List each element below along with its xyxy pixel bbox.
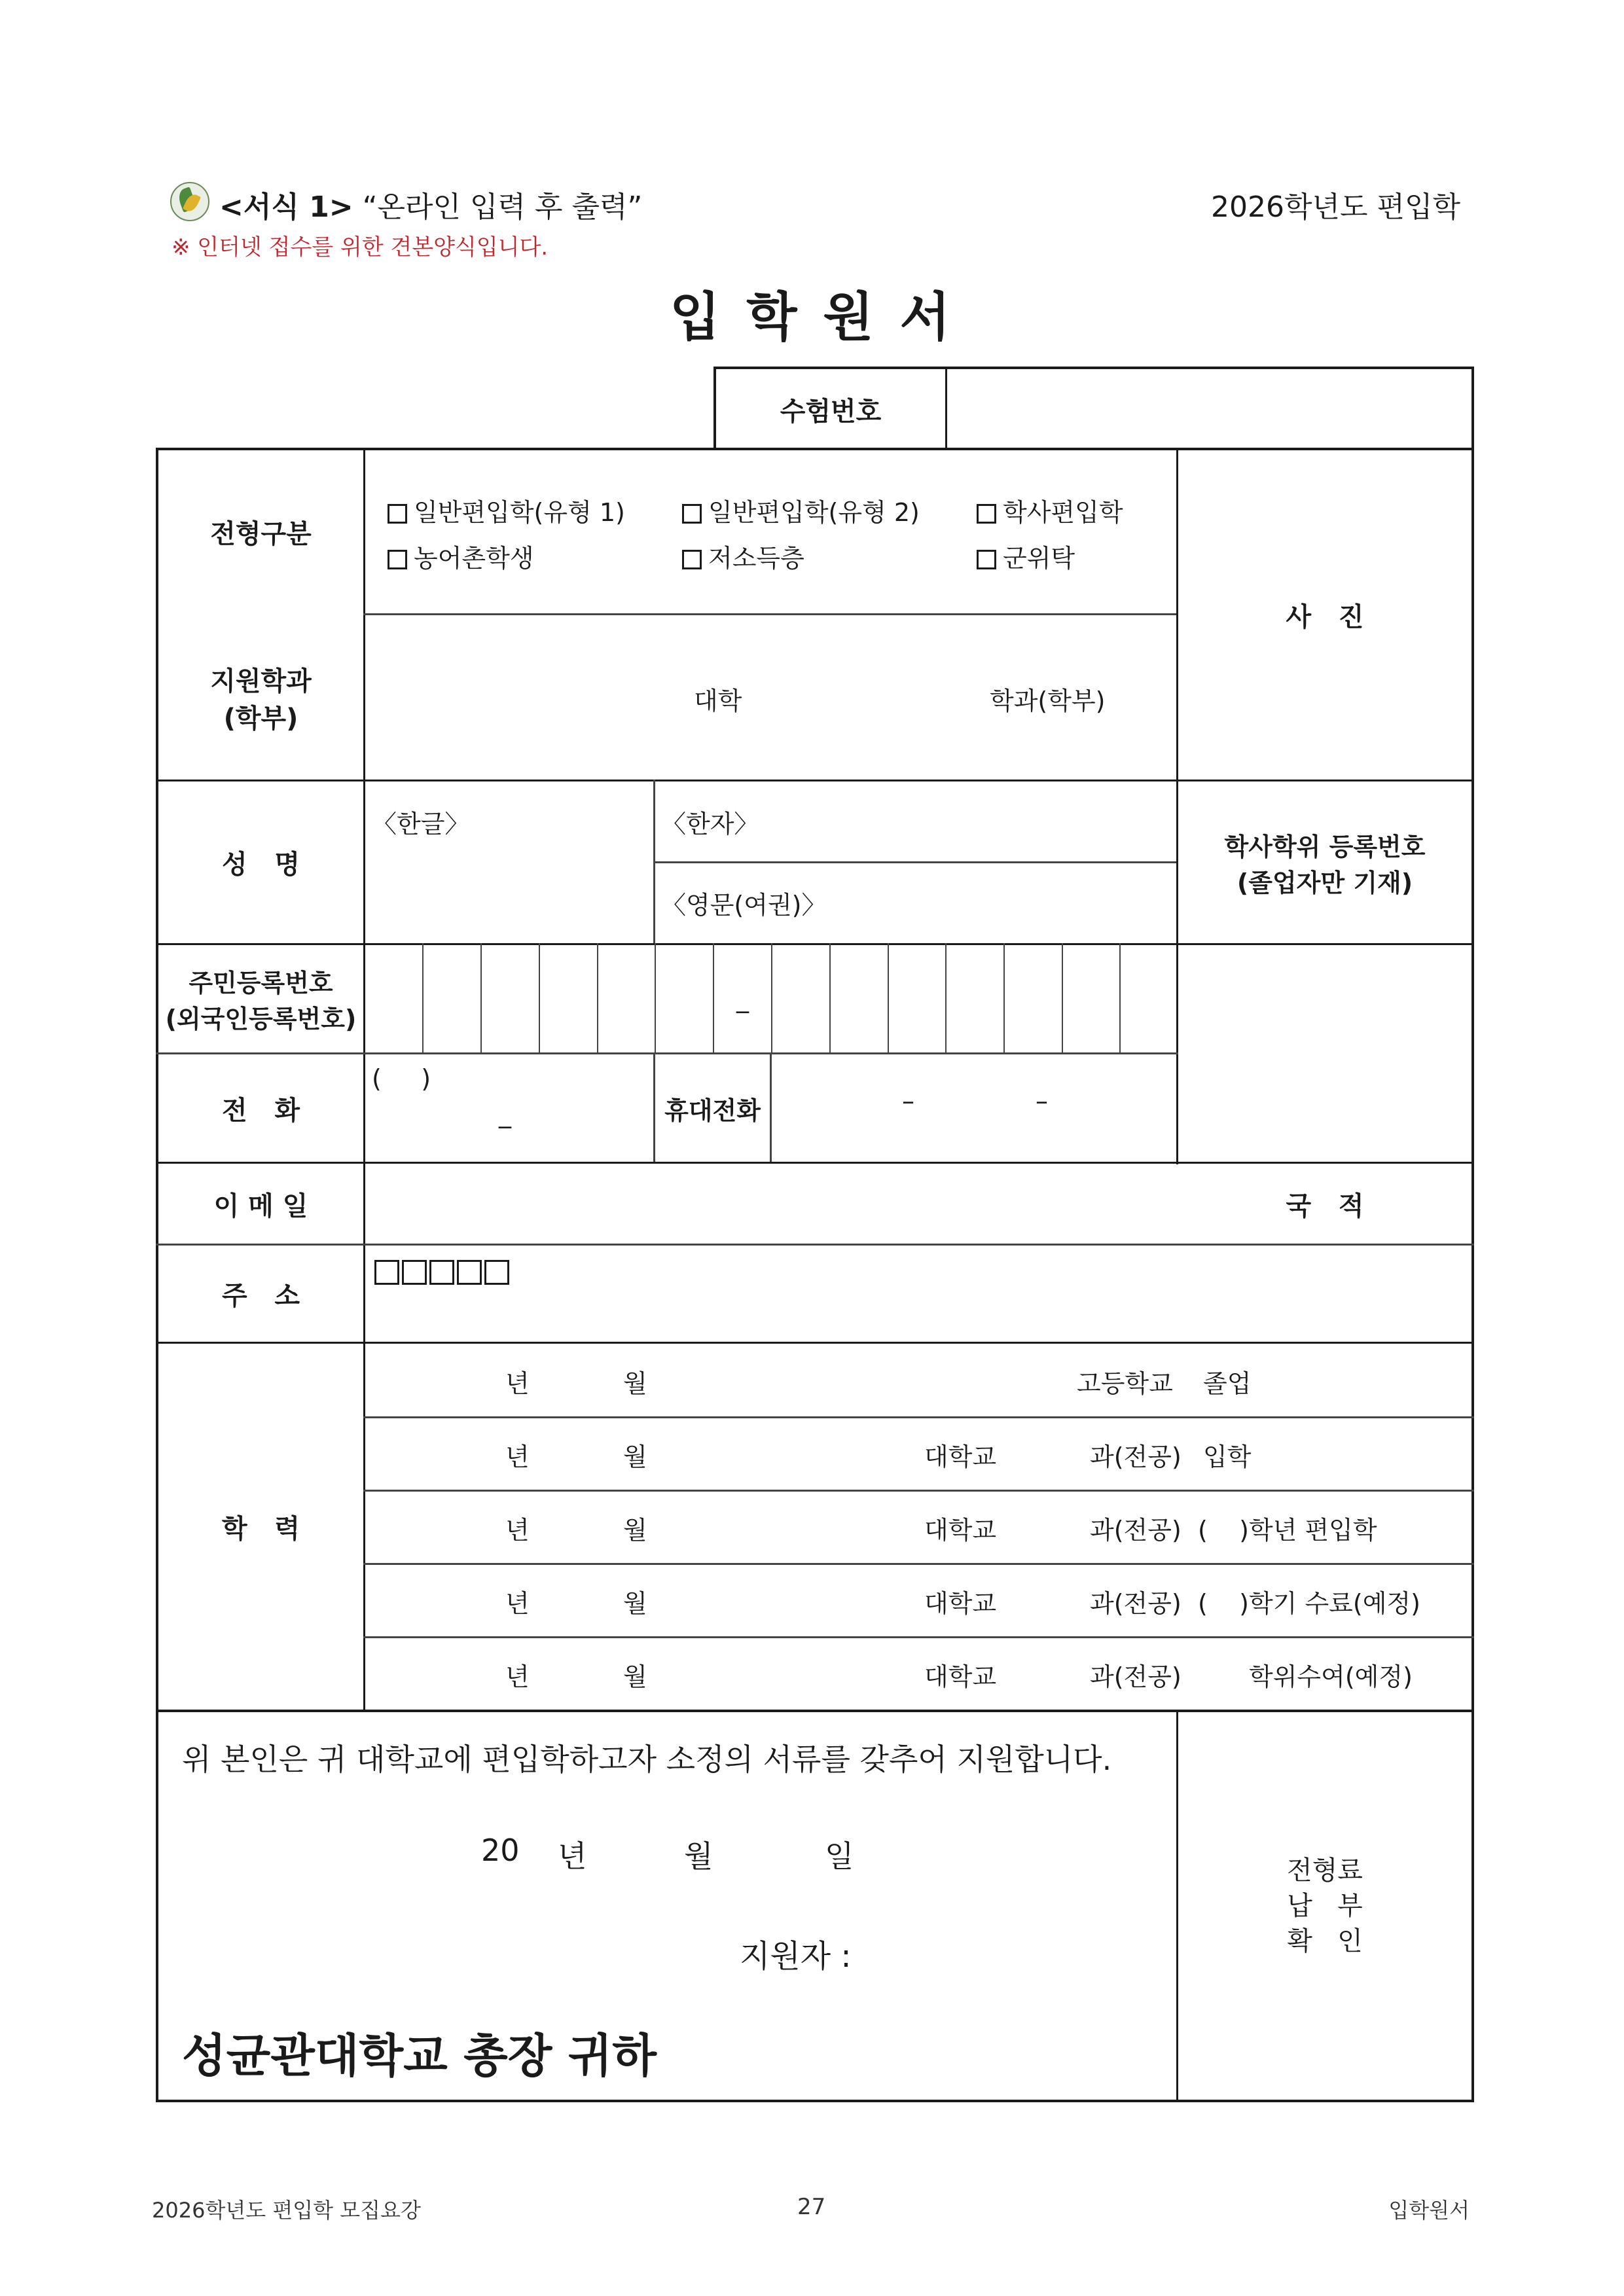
department-univ-label: 대학 <box>694 687 742 715</box>
edu-month: 월 <box>623 1662 647 1691</box>
education-label: 학 력 <box>221 1514 300 1544</box>
edu-year: 년 <box>505 1443 530 1471</box>
university-logo <box>170 182 209 221</box>
date-prefix[interactable]: 20 <box>481 1833 520 1868</box>
addressee: 성균관대학교 총장 귀하 <box>182 2029 657 2083</box>
option-rural[interactable]: 농어촌학생 <box>388 538 534 574</box>
checkbox-icon <box>682 504 702 524</box>
zipcode-field[interactable] <box>374 1260 512 1287</box>
page-title: 입 학 원 서 <box>670 287 954 348</box>
page-number: 27 <box>797 2194 826 2220</box>
option-general-type1[interactable]: 일반편입학(유형 1) <box>388 492 625 528</box>
phone-label: 전 화 <box>221 1095 300 1126</box>
phone-area-code[interactable]: ( ) <box>372 1064 431 1093</box>
option-general-type2[interactable]: 일반편입학(유형 2) <box>682 492 920 528</box>
edu-major: 과(전공) <box>1090 1516 1182 1545</box>
edu-school: 대학교 <box>924 1662 997 1691</box>
edu-school: 대학교 <box>924 1443 997 1471</box>
fee-confirmation: 전형료 납 부 확 인 <box>1287 1856 1363 1956</box>
option-military[interactable]: 군위탁 <box>977 538 1075 574</box>
email-field[interactable] <box>365 1164 1176 1244</box>
edu-year: 년 <box>505 1589 530 1618</box>
edu-school: 대학교 <box>924 1516 997 1545</box>
phone-dash: _ <box>499 1100 511 1128</box>
zip-box <box>457 1260 482 1285</box>
mobile-dash-2: – <box>1036 1086 1048 1115</box>
edu-major: 과(전공) <box>1090 1443 1182 1471</box>
year-title: 2026학년도 편입학 <box>1211 190 1460 224</box>
applicant-signature[interactable]: 지원자 : <box>740 1938 852 1975</box>
notice-text: ※ 인터넷 접수를 위한 견본양식입니다. <box>171 234 549 260</box>
degree-reg-label: 학사학위 등록번호 (졸업자만 기재) <box>1224 832 1426 897</box>
exam-number-field[interactable] <box>947 369 1471 449</box>
resident-number-field[interactable] <box>365 945 1176 1052</box>
name-hanja-field[interactable]: 〈한자〉 <box>661 810 759 838</box>
email-label: 이 메 일 <box>213 1191 308 1221</box>
zip-box <box>374 1260 399 1285</box>
edu-month: 월 <box>623 1589 647 1618</box>
edu-major: 과(전공) <box>1090 1589 1182 1618</box>
date-year: 년 <box>558 1839 587 1874</box>
checkbox-icon <box>977 504 996 524</box>
zip-box <box>484 1260 509 1285</box>
zip-box <box>402 1260 427 1285</box>
edu-month: 월 <box>623 1443 647 1471</box>
option-bachelor-transfer[interactable]: 학사편입학 <box>977 492 1123 528</box>
name-korean-field[interactable]: 〈한글〉 <box>372 810 470 838</box>
edu-year: 년 <box>505 1662 530 1691</box>
footer-right: 입학원서 <box>1388 2198 1470 2223</box>
admission-type-label: 전형구분 <box>210 519 312 549</box>
edu-status: ( )학기 수료(예정) <box>1198 1589 1420 1618</box>
photo-area[interactable]: 사 진 <box>1286 602 1364 632</box>
date-month: 월 <box>684 1839 713 1874</box>
resident-number-label: 주민등록번호 (외국인등록번호) <box>165 969 357 1033</box>
date-day: 일 <box>825 1839 854 1874</box>
edu-month: 월 <box>623 1369 647 1398</box>
edu-year: 년 <box>505 1369 530 1398</box>
edu-status: 학위수여(예정) <box>1249 1662 1413 1691</box>
edu-status: 입학 <box>1203 1443 1252 1471</box>
name-english-field[interactable]: 〈영문(여권)〉 <box>661 891 827 920</box>
resident-number-dash: _ <box>736 984 749 1013</box>
exam-number-label: 수험번호 <box>780 396 882 427</box>
checkbox-icon <box>682 550 702 569</box>
mobile-label: 휴대전화 <box>664 1096 761 1125</box>
footer-left: 2026학년도 편입학 모집요강 <box>152 2198 421 2223</box>
zip-box <box>429 1260 454 1285</box>
edu-month: 월 <box>623 1516 647 1545</box>
declaration-statement: 위 본인은 귀 대학교에 편입학하고자 소정의 서류를 갖추어 지원합니다. <box>182 1742 1112 1777</box>
edu-year: 년 <box>505 1516 530 1545</box>
name-label: 성 명 <box>221 850 300 880</box>
department-dept-label: 학과(학부) <box>990 687 1106 715</box>
address-label: 주 소 <box>221 1281 300 1311</box>
checkbox-icon <box>388 550 407 569</box>
edu-major: 과(전공) <box>1090 1662 1182 1691</box>
checkbox-icon <box>977 550 996 569</box>
nationality-label: 국 적 <box>1286 1191 1364 1221</box>
degree-reg-field[interactable] <box>1178 945 1471 1162</box>
edu-school: 고등학교 <box>1077 1369 1173 1398</box>
department-label: 지원학과 (학부) <box>210 666 312 734</box>
edu-status: ( )학년 편입학 <box>1198 1516 1377 1545</box>
checkbox-icon <box>388 504 407 524</box>
mobile-dash-1: – <box>902 1086 914 1115</box>
option-low-income[interactable]: 저소득층 <box>682 538 804 574</box>
edu-school: 대학교 <box>924 1589 997 1618</box>
nationality-field[interactable] <box>1178 1246 1471 1342</box>
edu-status: 졸업 <box>1203 1369 1252 1398</box>
form-label: <서식 1> “온라인 입력 후 출력” <box>219 190 643 224</box>
